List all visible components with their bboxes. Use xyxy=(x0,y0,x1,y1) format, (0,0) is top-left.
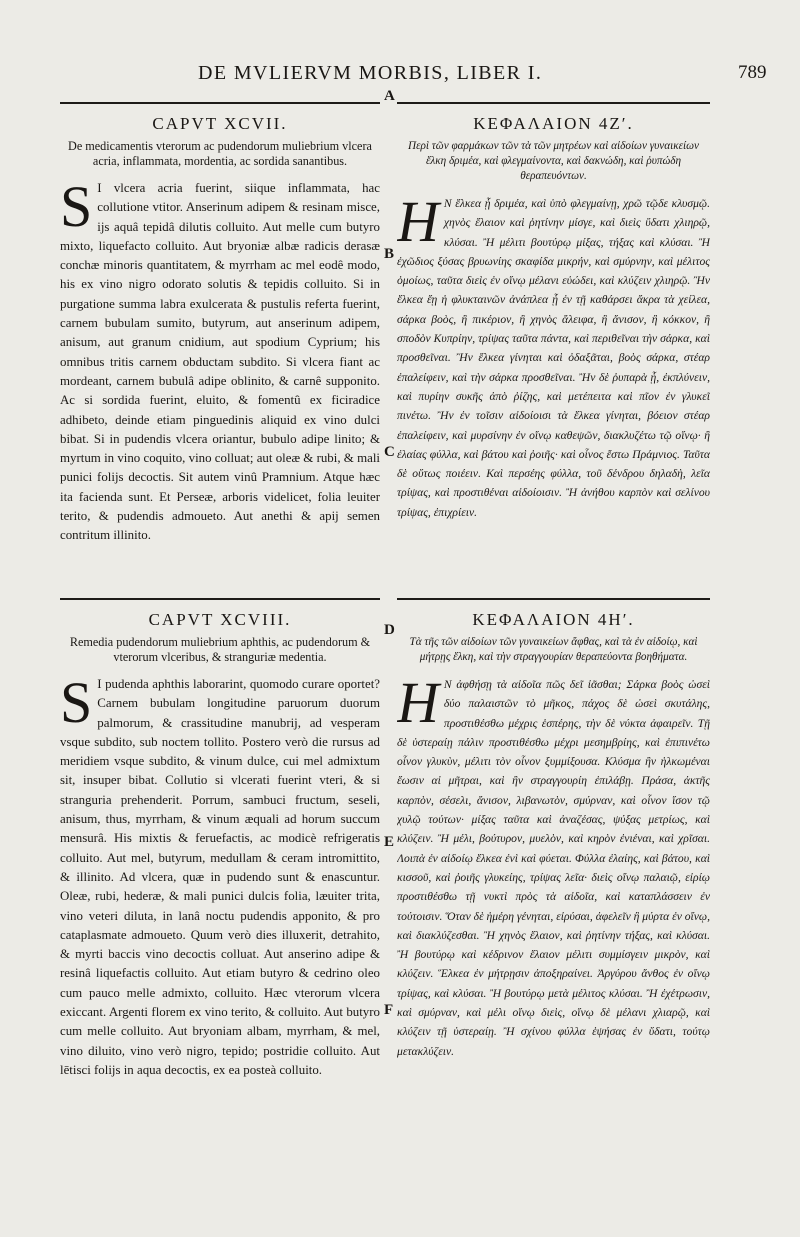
margin-letter-a: A xyxy=(384,88,395,104)
chapter-summary: De medicamentis vterorum ac pudendorum muliebrium vlcera acria, inflammata, mordentia, ac sordida sanantibus. xyxy=(68,139,372,168)
chapter-summary: Τὰ τῆς τῶν αἰδοίων τῶν γυναικείων ἄφθας, καὶ τὰ ἐν αἰδοίῳ, καὶ μήτρῃς ἕλκη, καὶ τὴν στραγγουρίαν θεραπεύοντα βοηθήματα. xyxy=(409,636,698,663)
rule xyxy=(397,102,710,104)
chapter-text-body: I vlcera acria fuerint, siique inflammata, hac collutione vtitor. Anserinum adipem & resinam misce, ijs aquâ tepidâ dilutis colluito. Aut melle cum butyro mixto, liquefacto colluito. Aut bryoniæ albæ radicis derasæ conchæ minoris quantitatem, & myrrham ac mel eodê modo, his ex vino nigro odorato solutis & tepidis colluito. Si in purgatione summa labra exulcerata & pustulis referta fuerint, carnem bubulam sumito, butyrum, aut anserinum adipem, anisum, aut granum cnidium, aut spodium Cyprium; his omnibus tritis carnem obductam subdito. Si vlcera fiant ac mordeant, carnem bubulâ adipe oblinito, & carnê supponito. Ac si sordida fuerint, eluito, & fomentû ex ficiradice adhibeto, deinde etiam pinguedinis aliquid ex vino dulci bibat. Si in pudendis vlcera oriantur, bubulo adipe linito; & myrtum in vino coquito, vino colluat; aut oleæ & rubi, & mali punici folijs decoctis. Sit autem vinû Pramnium. Atque hæc ita facienda sunt. Et Perseæ, arboris videlicet, folia leuiter terito, & pudendis admoueto. Aut anethi & apij semen contritum illinito. xyxy=(60,181,380,543)
rule xyxy=(60,102,380,104)
chapter-heading: CAPVT XCVIII. xyxy=(148,610,292,629)
latin-column xyxy=(60,102,380,1131)
greek-chapter-98 xyxy=(397,586,710,1131)
margin-letter-c: C xyxy=(384,444,395,460)
margin-letter-e: E xyxy=(384,834,395,850)
drop-cap: Η xyxy=(397,189,439,254)
margin-letter-d: D xyxy=(384,622,395,638)
chapter-text xyxy=(397,189,710,522)
chapter-summary: Περὶ τῶν φαρμάκων τῶν τὰ τῶν μητρέων καὶ αἰδοίων γυναικείων ἕλκη δριμέα, καὶ φλεγμαίνοντα, καὶ δακνώδη, καὶ ῥυπώδη θεραπευόντων. xyxy=(408,140,699,182)
chapter-heading: ΚΕΦΑΛΑΙΟΝ 4Ζʹ. xyxy=(473,114,634,133)
greek-chapter-97 xyxy=(397,102,710,586)
chapter-heading: ΚΕΦΑΛΑΙΟΝ 4Ηʹ. xyxy=(472,610,635,629)
chapter-heading: CAPVT XCVII. xyxy=(152,114,288,133)
margin-letter-b: B xyxy=(384,246,395,262)
running-head xyxy=(0,60,800,90)
latin-chapter-98 xyxy=(60,586,380,1131)
drop-cap: Η xyxy=(397,670,439,735)
drop-cap: S xyxy=(60,174,93,239)
rule xyxy=(60,598,380,600)
margin-letter-f: F xyxy=(384,1002,394,1018)
latin-chapter-97 xyxy=(60,102,380,586)
chapter-text-body: I pudenda aphthis laborarint, quomodo curare oportet? Carnem bubulam longitudine paruorum duorum palmorum, & crassitudine manubrij, ad vesperam vsque subdito, sub noctem tollito. Postero verò die rursus ad meridiem vsque subdito, & vinum dulce, cui mel admixtum sit, insuper bibat. Collutio si vlcerati fuerint vteri, & si stranguria prehenderit. Porrum, sambuci fructum, seseli, anisum, thus, myrrham, & vinum æquali ad horum succum mensurâ. His mixtis & feruefactis, ac modicè refrigeratis colluito. Aut mel, butyrum, medullam & ceram intromittito, & illinito. Ad vlcera, quæ in pudendo sunt & enascuntur. Oleæ, rubi, hederæ, & mali punici dulcis folia, læuiter trita, vino veteri diluta, in lanâ noctu pudendis apponito, & pro cataplasmate admoueto. Quum verò dies illuxerit, detrahito, & myrti baccis vino decoctis colluat. Aut anserino adipe & resinâ liquefactis colluito. Aut etiam butyro & cedrino oleo cum pauco melle admixto, colluito. Hæc vterorum vlcera exiccant. Argenti florem ex vino terito, & colluito. Aut butyro cum melle colluito. Aut bryoniam albam, myrrham, & mel, vino diluito, vino verò nigro, tepido; postridie colluito. Aut lētisci folijs in aqua decoctis, ex ea posteà colluito. xyxy=(60,677,380,1077)
chapter-text xyxy=(60,670,380,1080)
drop-cap: S xyxy=(60,670,93,735)
chapter-text xyxy=(60,174,380,546)
chapter-text-body: Ν ἕλκεα ᾖ δριμέα, καὶ ὑπὸ φλεγμαίνῃ, χρῶ τῷδε κλυσμῷ. χηνὸς ἔλαιον καὶ ῥητίνην μίσγε, καὶ διεὶς ὕδατι χλιηρῷ, κλύσαι. Ἢ μέλιτι βουτύρῳ μίξας, τήξας καὶ κλύσαι. Ἢ ἐχῶδιος ξύσας βρυωνίης σκαφίδα μικρήν, καὶ σμύρνην, καὶ μέλιτος ὁμοίως, ταῦτα διεὶς ἐν οἴνῳ μέλανι εὐώδει, καὶ κλύζειν χλιηρῷ. Ἢν ἕλκεα ἔῃ ἡ φλυκταινῶν ἀνάπλεα ᾖ ἐν τῇ καθάρσει ἄκρα τὰ χείλεα, σάρκα βοὸς, ἢ πικέριον, ἢ χηνὸς ἄλειφα, ἢ ἄνισον, ἢ κόκκον, ἢ σποδὸν Κυπρίην, τρίψας ταῦτα πάντα, καὶ περιθεῖναι τὴν σάρκα, καὶ προσθεῖναι. Ἢν ἕλκεα γίνηται καὶ ὀδαξᾶται, βοὸς σάρκα, στέαρ ἐπαλείφειν, καὶ τὴν σάρκα προσθεῖναι. Ἢν δὲ ῥυπαρὰ ᾖ, ἐκπλύνειν, καὶ πυρίην συκῆς ἀπὸ ῥίζης, καὶ μετέπειτα καὶ πῖον ἐν γλυκεῖ πινέτω. Ἢν ἐν τοῖσιν αἰδοίοισι τὰ ἕλκεα γίνηται, βόειον στέαρ ἐπαλείφειν, καὶ μυρσίνην ἐν οἴνῳ καθεψῶν, διακλυζέτω τῷ οἴνῳ· ἢ ἐλαίας φύλλα, καὶ βάτου καὶ ῥοιῆς· καὶ οἶνος ἔστω Πράμνιος. Ταῦτα δὲ οὕτως ποιέειν. Καὶ περσέης φύλλα, τοῦ δένδρου δηλαδὴ, λεῖα τρίψας, καὶ προστιθέναι αἰδοίοισιν. Ἢ ἀνήθου καρπὸν καὶ σελίνου τρίψας, ἐπιχρίειν. xyxy=(397,197,710,519)
page-number: 789 xyxy=(738,62,767,83)
chapter-text xyxy=(397,670,710,1061)
chapter-summary: Remedia pudendorum muliebrium aphthis, ac pudendorum & vterorum vlceribus, & stranguriæ medentia. xyxy=(69,635,371,664)
chapter-text-body: Ν ἀφθήσῃ τὰ αἰδοῖα πῶς δεῖ ἰᾶσθαι; Σάρκα βοὸς ὡσεὶ δύο παλαιστῶν τὸ μῆκος, πάχος δὲ ὡσεὶ σκυτάλης, προστιθέσθω μέχρις ἑσπέρης, τὴν δὲ νύκτα ἀφαιρεῖν. Τῇ δὲ ὑστεραίῃ πάλιν προστιθέσθω μέχρι μεσημβρίης, καὶ ἐπιπινέτω οἶνον γλυκὺν, μέλιτι τὸν οἶνον ξυμμίξουσα. Κλύσμα ἢν ἡλκωμέναι ἔωσιν αἱ μῆτραι, καὶ ἢν στραγγουρίη ἐπιλάβῃ. Πράσα, ἀκτῆς καρπὸν, σέσελι, ἄνισον, λιβανωτὸν, σμύρναν, καὶ οἶνον ἴσον τῷ χυλῷ τούτων· μίξας ταῦτα καὶ ἀναζέσας, ψύξας μετρίως, καὶ κλύζειν. Ἢ μέλι, βούτυρον, μυελὸν, καὶ κηρὸν ἐνιέναι, καὶ χρῖσαι. Λοιπὰ ἐν αἰδοίῳ ἕλκεα ἐνὶ καὶ φύεται. Φύλλα ἐλαίης, καὶ βάτου, καὶ κισσοῦ, καὶ ῥοιῆς γλυκείης, τρίψας λεῖα· διεὶς οἴνῳ παλαιῷ, εἰρίῳ προστιθέσθω τῇ νυκτὶ πρὸς τὰ αἰδοῖα, καὶ καταπλάσσειν ἐν τούτοισιν. Ὅταν δὲ ἡμέρη γένηται, εἰρύσαι, ἀφελεῖν ἢ μύρτα ἐν οἴνῳ, καὶ διακλύζεσθαι. Ἢ χηνὸς ἔλαιον, καὶ ῥητίνην τήξας, καὶ κλύσαι. Ἢ βουτύρῳ καὶ κέδρινον ἔλαιον μέλιτι συμμίσγειν μικρὸν, καὶ κλύζειν. Ἕλκεα ἐν μήτρῃσιν ἀποξηραίνει. Ἀργύρου ἄνθος ἐν οἴνῳ τρίψας, καὶ κλύσαι. Ἢ βουτύρῳ μετὰ μέλιτος κλύσαι. Ἢ ἐχέτρωσιν, καὶ σμύρναν, καὶ μέλι οἴνῳ διεὶς, οἴνῳ δὲ μέλανι χλιαρῷ, καὶ κλύζειν τῇ ὑστεραίῃ. Ἢ σχίνου φύλλα ἑψήσας ἐν ὕδατι, τούτῳ μετακλύζειν. xyxy=(397,678,710,1058)
rule xyxy=(397,598,710,600)
running-title: DE MVLIERVM MORBIS, LIBER I. xyxy=(198,62,543,84)
greek-column xyxy=(397,102,710,1131)
